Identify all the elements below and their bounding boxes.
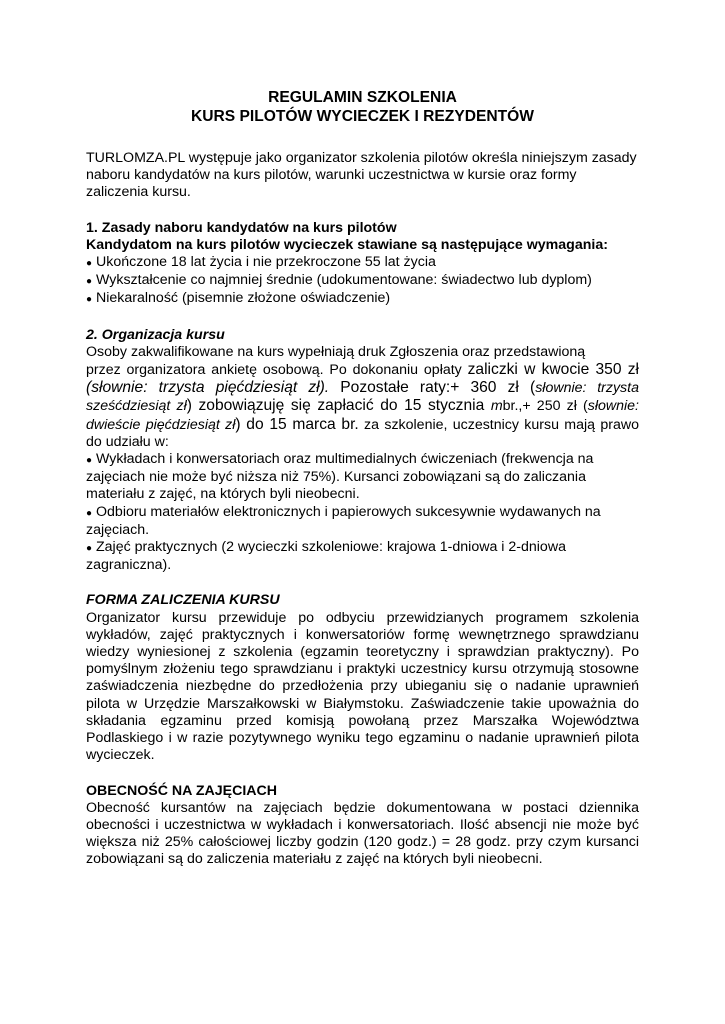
section-3-heading: FORMA ZALICZENIA KURSU [86,592,280,609]
section-1-subheading: Kandydatom na kurs pilotów wycieczek stawiane są następujące wymagania: [86,236,608,253]
list-item: ● Wykształcenie co najmniej średnie (udokumentowane: świadectwo lub dyplom) [86,272,639,290]
section-4-paragraph: Obecność kursantów na zajęciach będzie dokumentowana w postaci dziennika obecności i uczestnictwa w wykładach i konwersatoriach. Ilość absencji nie może być większa niż 25% całościowej liczby godzin (120 godz.) = 28 godz. przy czym kursanci zobowiązani są do zaliczenia materiału z zajęć na których byli nieobecni. [86,799,639,868]
section-3 [86,592,639,764]
list-item: ● Odbioru materiałów elektronicznych i papierowych sukcesywnie wydawanych na zajęciach. [86,503,601,538]
list-item: ● Niekaralność (pisemnie złożone oświadczenie) [86,290,639,308]
document-title [0,88,725,126]
list-item: ● Wykładach i konwersatoriach oraz multimedialnych ćwiczeniach (frekwencja na zajęciach nie może być niższa niż 75%). Kursanci zobowiązani są do zaliczania materiału z zajęć, na których byli nieobecni. [86,451,594,503]
bullet-icon: ● [86,258,93,270]
list-item: ● Ukończone 18 lat życia i nie przekroczone 55 lat życia [86,254,639,272]
bullet-icon: ● [86,276,93,288]
title-line-2: KURS PILOTÓW WYCIECZEK I REZYDENTÓW [190,108,535,125]
bullet-icon: ● [86,294,93,306]
section-1 [86,220,639,309]
intro-paragraph: TURLOMZA.PL występuje jako organizator szkolenia pilotów określa niniejszym zasady naboru kandydatów na kurs pilotów, warunki uczestnictwa w kursie oraz formy zaliczenia kursu. [86,150,637,201]
bullet-icon: ● [86,507,93,519]
bullet-icon: ● [86,455,93,467]
section-2-line-1: Osoby zakwalifikowane na kurs wypełniają druk Zgłoszenia oraz przedstawioną [86,343,586,360]
section-2 [86,327,639,575]
bullet-icon: ● [86,543,93,555]
list-item: ● Zajęć praktycznych (2 wycieczki szkoleniowe: krajowa 1-dniowa i 2-dniowa zagraniczna). [86,539,566,574]
section-1-heading: 1. Zasady naboru kandydatów na kurs pilotów [86,219,397,236]
document-body [86,150,639,869]
section-2-heading: 2. Organizacja kursu [86,326,225,343]
title-line-1: REGULAMIN SZKOLENIA [268,89,457,106]
section-2-paragraph: przez organizatora ankietę osobową. Po dokonaniu opłaty zaliczki w kwocie 350 zł (słownie: trzysta pięćdziesiąt zł). Pozostałe raty:+ 360 zł (słownie: trzysta sześćdziesiąt zł) zobowiązuję się zapłacić do 15 stycznia mbr.,+ 250 zł (słownie: dwieście pięćdziesiąt zł) do 15 marca br. za szkolenie, uczestnicy kursu mają prawo do udziału w: [86,361,640,450]
section-4-heading: OBECNOŚĆ NA ZAJĘCIACH [86,782,278,799]
section-3-paragraph: Organizator kursu przewiduje po odbyciu przewidzianych programem szkolenia wykładów, zajęć praktycznych i konwersatoriów formę wewnętrznego sprawdzianu wiedzy wyniesionej z szkolenia (egzamin teoretyczny i sprawdzian praktyczny). Po pomyślnym złożeniu tego sprawdzianu i praktyki uczestnicy kursu otrzymują stosowne zaświadczenia niezbędne do przedłożenia przy ubieganiu się o nadanie uprawnień pilota w Urzędzie Marszałkowski w Białymstoku. Zaświadczenie takie upoważnia do składania egzaminu przed komisją powołaną przez Marszałka Województwa Podlaskiego i w razie pozytywnego wyniku tego egzaminu o nadanie uprawnień pilota wycieczek. [86,609,639,764]
section-4 [86,783,639,869]
